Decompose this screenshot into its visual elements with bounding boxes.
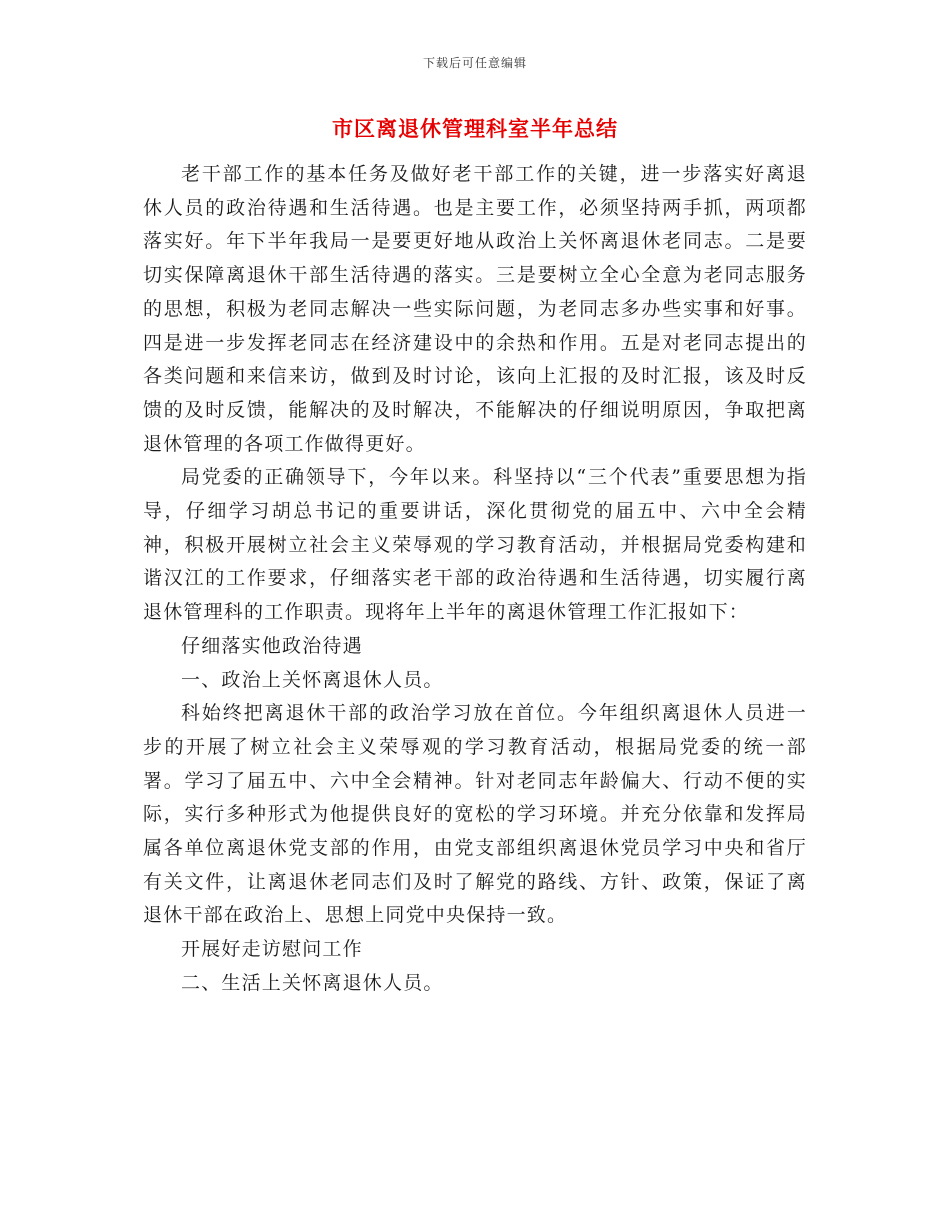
document-title: 市区离退休管理科室半年总结 [332, 117, 618, 141]
section-heading-visits: 开展好走访慰问工作 [181, 938, 363, 961]
paragraph-political-study: 科始终把离退休干部的政治学习放在首位。今年组织离退休人员进一步的开展了树立社会主义荣辱观的学习教育活动，根据局党委的统一部署。学习了届五中、六中全会精神。针对老同志年龄偏大、行动不便的实际，实行多种形式为他提供良好的宽松的学习环境。并充分依靠和发挥局属各单位离退休党支部的作用，由党支部组织离退休党员学习中央和省厅有关文件，让离退休老同志们及时了解党的路线、方针、政策，保证了离退休干部在政治上、思想上同党中央保持一致。 [143, 702, 807, 927]
section-item-two: 二、生活上关怀离退休人员。 [181, 971, 444, 994]
paragraph-overview: 局党委的正确领导下，今年以来。科坚持以“三个代表”重要思想为指导，仔细学习胡总书记的重要讲话，深化贯彻党的届五中、六中全会精神，积极开展树立社会主义荣辱观的学习教育活动，并根据局党委构建和谐汉江的工作要求，仔细落实老干部的政治待遇和生活待遇，切实履行离退休管理科的工作职责。现将年上半年的离退休管理工作汇报如下： [143, 466, 807, 624]
header-note: 下载后可任意编辑 [422, 56, 527, 70]
document-body [143, 158, 807, 1001]
paragraph-intro: 老干部工作的基本任务及做好老干部工作的关键，进一步落实好离退休人员的政治待遇和生活待遇。也是主要工作，必须坚持两手抓，两项都落实好。年下半年我局一是要更好地从政治上关怀离退休老同志。二是要切实保障离退休干部生活待遇的落实。三是要树立全心全意为老同志服务的思想，积极为老同志解决一些实际问题，为老同志多办些实事和好事。四是进一步发挥老同志在经济建设中的余热和作用。五是对老同志提出的各类问题和来信来访，做到及时讨论，该向上汇报的及时汇报，该及时反馈的及时反馈，能解决的及时解决，不能解决的仔细说明原因，争取把离退休管理的各项工作做得更好。 [143, 163, 807, 455]
section-heading-political: 仔细落实他政治待遇 [181, 634, 363, 657]
section-item-one: 一、政治上关怀离退休人员。 [181, 668, 444, 691]
